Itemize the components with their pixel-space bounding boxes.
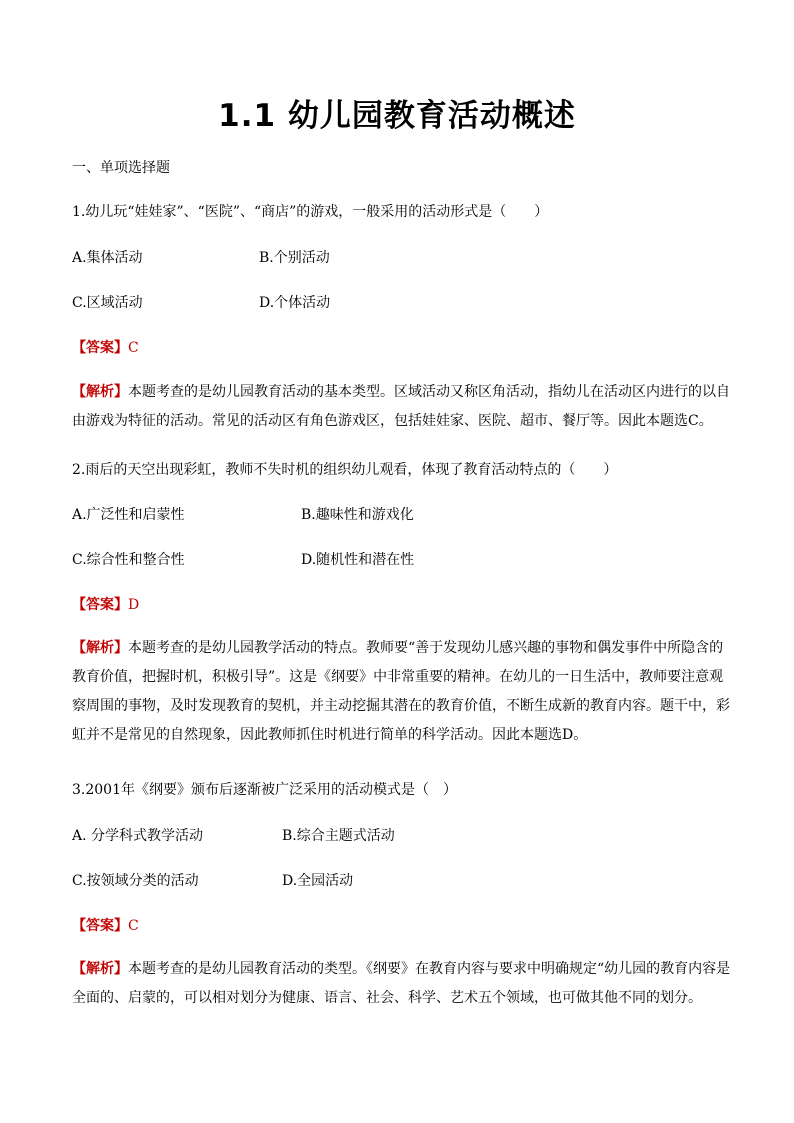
option-c: C.区域活动 (72, 295, 143, 311)
answer-line (72, 595, 139, 615)
answer-value: C (128, 918, 139, 934)
option-a: A.广泛性和启蒙性 (72, 507, 185, 523)
option-a: A. 分学科式教学活动 (72, 828, 204, 844)
section-heading: 一、单项选择题 (72, 160, 170, 176)
answer-tag: 【答案】 (72, 918, 128, 934)
option-d: D.随机性和潜在性 (301, 552, 415, 568)
analysis-paragraph (72, 378, 736, 436)
answer-line (72, 338, 139, 358)
analysis-text: 本题考查的是幼儿园教育活动的类型。《纲要》在教育内容与要求中明确规定“幼儿园的教育内容是全面的、启蒙的，可以相对划分为健康、语言、社会、科学、艺术五个领域，也可做其他不同的划分。 (72, 961, 731, 1006)
answer-line (72, 916, 139, 936)
document-title: 1.1 幼儿园教育活动概述 (218, 98, 576, 134)
option-b: B.趣味性和游戏化 (301, 507, 414, 523)
analysis-tag: 【解析】 (72, 961, 128, 977)
option-b: B.个别活动 (259, 250, 330, 266)
analysis-paragraph (72, 955, 736, 1013)
analysis-paragraph (72, 634, 736, 750)
analysis-tag: 【解析】 (72, 384, 128, 400)
answer-value: C (128, 340, 139, 356)
analysis-text: 本题考查的是幼儿园教学活动的特点。教师要“善于发现幼儿感兴趣的事物和偶发事件中所隐含的教育价值，把握时机，积极引导”。这是《纲要》中非常重要的精神。在幼儿的一日生活中，教师要注意观察周围的事物，及时发现教育的契机，并主动挖掘其潜在的教育价值，不断生成新的教育内容。题干中，彩虹并不是常见的自然现象，因此教师抓住时机进行简单的科学活动。因此本题选D。 (72, 640, 730, 743)
option-c: C.综合性和整合性 (72, 552, 185, 568)
option-b: B.综合主题式活动 (282, 828, 395, 844)
option-d: D.全园活动 (282, 873, 354, 889)
answer-tag: 【答案】 (72, 340, 128, 356)
option-a: A.集体活动 (72, 250, 143, 266)
analysis-text: 本题考查的是幼儿园教育活动的基本类型。区域活动又称区角活动，指幼儿在活动区内进行的以自由游戏为特征的活动。常见的活动区有角色游戏区，包括娃娃家、医院、超市、餐厅等。因此本题选C。 (72, 384, 730, 429)
option-c: C.按领域分类的活动 (72, 873, 199, 889)
answer-value: D (128, 597, 140, 613)
option-d: D.个体活动 (259, 295, 331, 311)
question-stem: 1.幼儿玩“娃娃家”、“医院”、“商店”的游戏，一般采用的活动形式是（ ） (72, 204, 549, 220)
analysis-tag: 【解析】 (72, 640, 128, 656)
answer-tag: 【答案】 (72, 597, 128, 613)
question-stem: 3.2001年《纲要》颁布后逐渐被广泛采用的活动模式是（ ） (72, 782, 457, 798)
question-stem: 2.雨后的天空出现彩虹，教师不失时机的组织幼儿观看，体现了教育活动特点的（ ） (72, 462, 618, 478)
